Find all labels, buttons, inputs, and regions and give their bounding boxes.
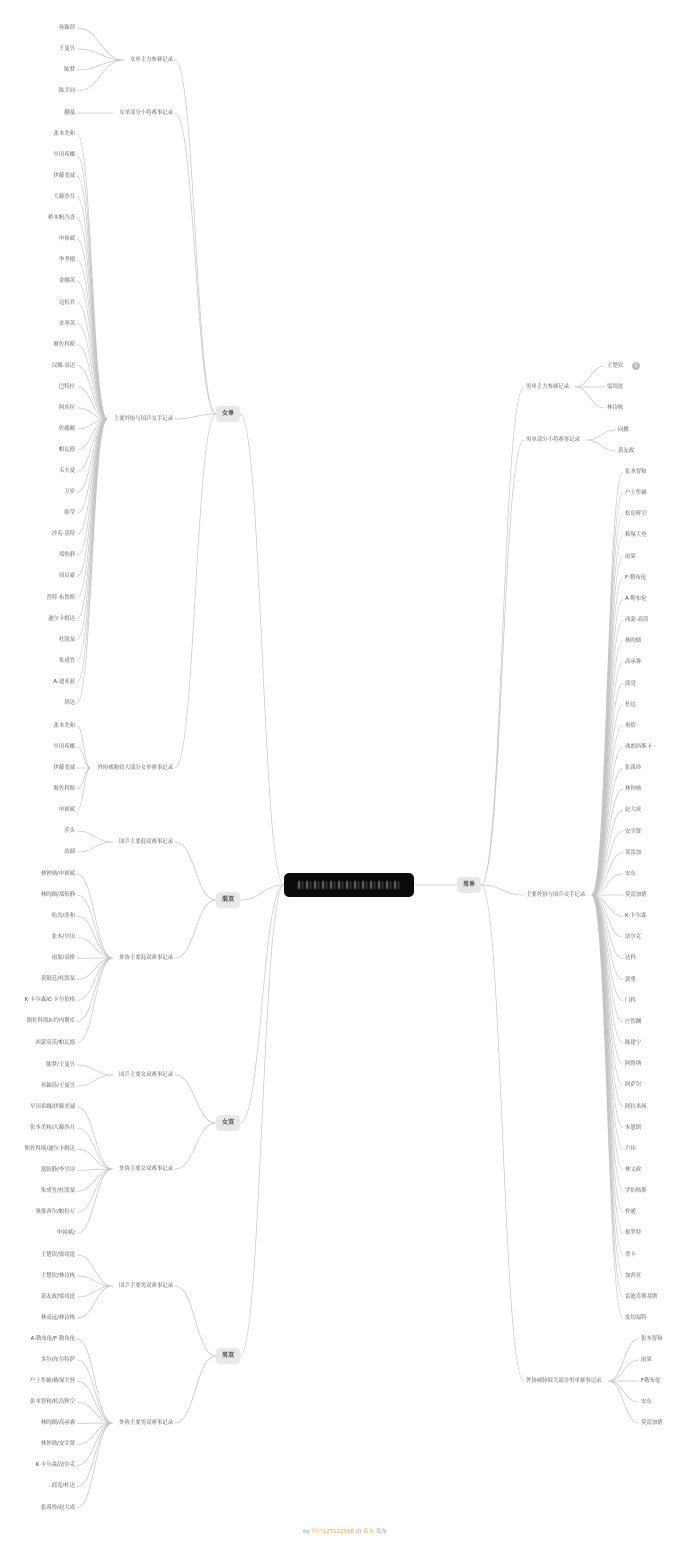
connector-line — [592, 493, 623, 895]
leaf-node[interactable]: 申裕斌 — [58, 807, 75, 813]
connector-line — [77, 49, 124, 60]
connector-line — [592, 599, 623, 895]
connector-line — [175, 900, 216, 958]
leaf-node[interactable]: 动圆 — [64, 849, 75, 855]
leaf-node[interactable]: 王楚钦/梁靖崑 — [40, 1252, 75, 1258]
connector-line — [77, 28, 124, 60]
connector-line — [592, 895, 623, 1276]
leaf-node[interactable]: 早田希娜/伊藤美诚 — [30, 1104, 75, 1110]
connector-line — [77, 197, 107, 419]
leaf-node[interactable]: 巴特拉 — [58, 383, 75, 390]
connector-line — [175, 1286, 216, 1356]
leaf-node[interactable]: 林钟勋/安宰贤 — [40, 1441, 75, 1448]
group-node[interactable]: 外协主要女双赛事记录 — [119, 1166, 173, 1172]
root-node[interactable] — [284, 873, 414, 897]
leaf-node[interactable]: F·勒布伦 — [625, 574, 646, 581]
connector-line — [77, 1149, 113, 1169]
connector-line — [586, 430, 616, 440]
leaf-node[interactable]: 皮切福特 — [625, 1315, 647, 1321]
leaf-node[interactable]: 张禹珍/赵大成 — [40, 1504, 75, 1511]
connector-line — [77, 874, 113, 958]
connector-line — [77, 419, 107, 703]
branch-node[interactable]: 混双 — [216, 892, 240, 908]
connector-line — [77, 1423, 113, 1486]
leaf-node[interactable]: 雨果 — [625, 553, 636, 560]
group-node[interactable]: 国乒主要女双赛事记录 — [119, 1072, 173, 1078]
connector-line — [77, 1286, 113, 1318]
connector-line — [77, 60, 124, 70]
connector-line — [481, 440, 524, 885]
branch-node[interactable]: 女单 — [216, 406, 240, 422]
leaf-node[interactable]: 迪尔卡姆达 — [48, 615, 75, 622]
group-node[interactable]: 国乒主要混双赛事记录 — [119, 839, 173, 845]
root-label-redacted — [298, 881, 400, 889]
leaf-node[interactable]: 孙颖莎/王曼昱 — [40, 1083, 75, 1089]
connector-line — [240, 414, 284, 885]
connector-line — [608, 1381, 639, 1423]
leaf-node[interactable]: 张本智和 — [641, 1336, 663, 1342]
leaf-node[interactable]: 陈梦/王曼昱 — [46, 1062, 75, 1068]
connector-line — [77, 1065, 113, 1075]
footer-prefix: by — [303, 1529, 310, 1535]
leaf-node[interactable]: 斯佐科斯/I·约内斯库 — [26, 1018, 75, 1025]
group-node[interactable]: 外协威胁较大部分男单赛事记录 — [526, 1378, 602, 1384]
connector-line — [77, 1169, 113, 1191]
leaf-node[interactable]: 佐藤瞳 — [58, 425, 75, 432]
leaf-node[interactable]: 大藤沙月 — [53, 194, 75, 201]
leaf-node[interactable]: 安东 — [641, 1399, 652, 1405]
leaf-node[interactable]: 陈建宁 — [625, 1040, 642, 1047]
leaf-node[interactable]: 韩莹 — [64, 510, 75, 517]
footer-brand-link[interactable]: 幕布 — [363, 1529, 375, 1535]
connector-line — [592, 895, 623, 1297]
leaf-node[interactable]: 万岁 — [64, 489, 75, 496]
leaf-node[interactable]: 奥维西尔/帕拉万 — [35, 1209, 75, 1216]
connector-line — [481, 885, 524, 895]
connector-line — [175, 1356, 216, 1423]
leaf-node[interactable]: F勒布伦 — [641, 1378, 661, 1384]
leaf-node[interactable]: 达科 — [625, 955, 636, 962]
connector-line — [77, 768, 91, 789]
leaf-node[interactable]: 张本/早田 — [51, 934, 75, 941]
connector-line — [77, 831, 113, 842]
leaf-node[interactable]: 帕瓦德 — [58, 447, 75, 454]
connector-line — [608, 1381, 639, 1402]
note-badge-icon[interactable]: 1 — [632, 362, 640, 370]
leaf-node[interactable]: 张本美和 — [53, 131, 75, 137]
leaf-node[interactable]: 阿库拉 — [58, 404, 75, 411]
leaf-node[interactable]: 李孝橿 — [58, 257, 75, 264]
leaf-node[interactable]: 金琴英 — [58, 320, 75, 327]
connector-line — [575, 387, 605, 408]
leaf-node[interactable]: 莎头 — [64, 828, 75, 834]
connector-line — [77, 1423, 113, 1508]
leaf-node[interactable]: 阿鲁纳 — [625, 1061, 642, 1068]
leaf-node[interactable]: 伊藤美诚 — [53, 173, 75, 180]
connector-line — [592, 514, 623, 895]
leaf-node[interactable]: 朱成竹 — [58, 657, 75, 664]
leaf-node[interactable]: 斯佐科斯/迪尔卡姆达 — [24, 1146, 75, 1153]
connector-line — [592, 895, 623, 1212]
leaf-node[interactable]: 周启豪 — [58, 573, 75, 580]
connector-line — [240, 885, 284, 1356]
connector-line — [175, 842, 216, 900]
connector-line — [77, 1286, 113, 1297]
leaf-node[interactable]: 莫雷加 — [625, 849, 642, 856]
leaf-node[interactable]: 林昀儒/高承睿 — [40, 1420, 75, 1427]
leaf-node[interactable]: 张本美和/大藤沙月 — [30, 1125, 75, 1132]
leaf-node[interactable]: 汉娜·高达 — [51, 362, 75, 369]
group-node[interactable]: 男单部分小将赛事记录 — [526, 437, 580, 443]
connector-line — [77, 842, 113, 852]
leaf-node[interactable]: 杜凯琹 — [58, 636, 75, 643]
leaf-node[interactable]: 伊藤美诚 — [53, 765, 75, 771]
leaf-node[interactable]: 门科 — [625, 997, 636, 1004]
connector-line — [175, 113, 216, 414]
connector-line — [77, 1169, 113, 1233]
leaf-node[interactable]: A·勒布伦/F·勒布伦 — [30, 1336, 75, 1342]
leaf-node[interactable]: 王曼昱 — [58, 46, 75, 52]
leaf-node[interactable]: 梁靖崑 — [607, 384, 624, 390]
leaf-node[interactable]: 黄友政 — [618, 448, 635, 454]
leaf-node[interactable]: 朱成竹/杜凯琹 — [40, 1188, 75, 1195]
leaf-node[interactable]: A·勒布伦 — [625, 595, 647, 602]
leaf-node[interactable]: 户上隼辅 — [625, 490, 647, 497]
footer-user-link[interactable]: 用户127122566 — [311, 1529, 355, 1535]
leaf-node[interactable]: 杜达 — [625, 701, 636, 708]
connector-line — [77, 1075, 113, 1086]
leaf-node[interactable]: 林昀儒/郑怡静 — [40, 892, 75, 899]
leaf-node[interactable]: 高承睿 — [625, 659, 642, 666]
leaf-node[interactable]: 陈幸同 — [58, 88, 75, 94]
leaf-node[interactable]: 申裕斌 — [58, 236, 75, 243]
connector-line — [77, 1360, 113, 1423]
connector-line — [481, 885, 524, 1381]
leaf-node[interactable]: 黄友政/梁靖崑 — [40, 1294, 75, 1300]
leaf-node[interactable]: 雨果/高桥 — [51, 955, 75, 962]
connector-line — [592, 895, 623, 1191]
connector-line — [77, 768, 91, 810]
leaf-node[interactable]: K·卡尔森 — [625, 913, 647, 920]
footer-suffix: 发布 — [375, 1529, 387, 1535]
branch-node[interactable]: 男单 — [457, 877, 481, 893]
leaf-node[interactable]: 斯佐科斯 — [53, 341, 75, 348]
connector-line — [77, 1128, 113, 1169]
leaf-node[interactable]: 向鹏 — [618, 427, 629, 433]
leaf-node[interactable]: 迈松君 — [58, 299, 75, 306]
connector-line — [175, 414, 216, 419]
connector-line — [575, 366, 605, 387]
connector-line — [77, 916, 113, 958]
leaf-node[interactable]: 林诗栋 — [607, 405, 624, 411]
leaf-node[interactable]: 韦夫曼 — [58, 468, 75, 475]
leaf-node[interactable]: 雷迪乔斯基斯 — [625, 1293, 658, 1300]
leaf-node[interactable]: A·迪亚兹 — [53, 678, 75, 685]
leaf-node[interactable]: 塔达 — [64, 699, 75, 706]
connector-line — [77, 958, 113, 1043]
connector-line — [77, 134, 107, 419]
connector-line — [175, 1075, 216, 1123]
connector-line — [608, 1339, 639, 1381]
connector-line — [608, 1360, 639, 1381]
leaf-node[interactable]: 多尔/布尔特萨 — [40, 1357, 75, 1364]
leaf-node[interactable]: 松岛/张和 — [51, 913, 75, 920]
leaf-node[interactable]: 罗伯格斯 — [625, 1188, 647, 1195]
leaf-node[interactable]: 林文政 — [625, 1166, 642, 1173]
leaf-node[interactable]: 黄镇廷/杜凯琹 — [40, 976, 75, 983]
leaf-node[interactable]: 赵大成 — [625, 807, 642, 814]
branch-node[interactable]: 女双 — [216, 1115, 240, 1131]
leaf-node[interactable]: 张本智和/松岛辉空 — [30, 1399, 75, 1406]
leaf-node[interactable]: 莫雷加德 — [625, 892, 647, 898]
leaf-node[interactable]: 桥本帆乃香 — [48, 215, 75, 222]
group-node[interactable]: 外协主要混双赛事记录 — [119, 955, 173, 961]
group-node[interactable]: 男单主力参赛记录 — [526, 384, 570, 390]
leaf-node[interactable]: 林钟勋 — [625, 786, 642, 793]
leaf-node[interactable]: 雨果 — [641, 1357, 652, 1363]
connector-line — [592, 578, 623, 895]
connector-line — [77, 1339, 113, 1423]
connector-line — [77, 1423, 113, 1465]
connector-line — [240, 885, 284, 900]
leaf-node[interactable]: 本恩斯 — [625, 1124, 642, 1131]
connector-line — [240, 885, 284, 1123]
leaf-node[interactable]: 金娜英 — [58, 278, 75, 285]
connector-line — [77, 419, 107, 640]
leaf-node[interactable]: 林昀儒 — [625, 638, 642, 645]
leaf-node[interactable]: 格罗特 — [625, 1230, 642, 1237]
connector-line — [77, 218, 107, 419]
leaf-node[interactable]: 张本美和 — [53, 723, 75, 729]
group-node[interactable]: 女单主力参赛记录 — [129, 57, 173, 63]
connector-line — [175, 1123, 216, 1169]
leaf-node[interactable]: 奥恰 — [625, 722, 636, 729]
leaf-node[interactable]: 弗朗西斯卡 — [625, 743, 652, 750]
leaf-node[interactable]: 林高远/林诗栋 — [40, 1315, 75, 1321]
leaf-node[interactable]: 孙颖莎 — [58, 25, 75, 31]
connector-line — [175, 414, 216, 768]
leaf-node[interactable]: 西蒙高茨/帕瓦德 — [35, 1039, 75, 1046]
leaf-node[interactable]: 普卡 — [625, 1251, 636, 1258]
leaf-node[interactable]: 郭勇 — [625, 976, 636, 983]
connector-line — [77, 958, 113, 1000]
group-node[interactable]: 女单部分小将赛事记录 — [119, 110, 173, 116]
leaf-node[interactable]: 早田希娜 — [53, 744, 75, 750]
branch-node[interactable]: 男双 — [216, 1348, 240, 1364]
group-node[interactable]: 主要外协与国乒交手记录 — [526, 892, 586, 898]
connector-line — [77, 958, 113, 1021]
leaf-node[interactable]: 朴通 — [625, 1209, 636, 1216]
leaf-node[interactable]: 陈梦 — [64, 67, 75, 73]
leaf-node[interactable]: 阿拉米扬 — [625, 1103, 647, 1110]
connector-line — [175, 60, 216, 414]
leaf-node[interactable]: 莫雷加德 — [641, 1420, 663, 1426]
leaf-node[interactable]: 蒯曼 — [64, 110, 75, 116]
leaf-node[interactable]: K·卡尔森/C·卡尔伯格 — [24, 997, 75, 1004]
leaf-node[interactable]: 庄智渊 — [625, 1018, 642, 1025]
group-node[interactable]: 主要外协与国乒交手记录 — [113, 416, 173, 422]
leaf-node[interactable]: 张禹珍 — [625, 765, 642, 772]
leaf-node[interactable]: 阿萨尔 — [625, 1082, 642, 1089]
connector-line — [77, 747, 91, 768]
group-node[interactable]: 国乒主要男双赛事记录 — [119, 1283, 173, 1289]
group-node[interactable]: 外协威胁较大部分女单赛事记录 — [97, 765, 173, 771]
leaf-node[interactable]: 林钟勋/申裕斌 — [40, 871, 75, 877]
connector-line — [77, 1276, 113, 1286]
leaf-node[interactable]: 张本智和 — [625, 469, 647, 475]
leaf-node[interactable]: 邱党 — [625, 680, 636, 687]
leaf-node[interactable]: 卢伟 — [625, 1145, 636, 1152]
leaf-node[interactable]: 早田希娜 — [53, 152, 75, 159]
leaf-node[interactable]: 松岛辉空 — [625, 511, 647, 518]
leaf-node[interactable]: 户上隼辅/筱塚大登 — [30, 1378, 75, 1385]
connector-line — [481, 387, 524, 885]
leaf-node[interactable]: 申裕斌/ — [57, 1230, 75, 1237]
connector-line — [77, 1107, 113, 1169]
leaf-node[interactable]: 法尔克 — [625, 934, 642, 941]
connector-line — [586, 440, 616, 451]
leaf-node[interactable]: 王楚钦/林诗栋 — [40, 1273, 75, 1279]
connector-line — [77, 895, 113, 958]
leaf-node[interactable]: 邱党/杜达 — [51, 1483, 75, 1490]
connector-line — [77, 726, 91, 768]
leaf-node[interactable]: 斯佐科斯 — [53, 786, 75, 792]
leaf-node[interactable]: 加西亚 — [625, 1272, 642, 1279]
leaf-node[interactable]: 安东 — [625, 870, 636, 877]
leaf-node[interactable]: 安宰贤 — [625, 828, 642, 835]
leaf-node[interactable]: 西蒙·高茨 — [625, 617, 649, 624]
group-node[interactable]: 外协主要男双赛事记录 — [119, 1420, 173, 1426]
leaf-node[interactable]: 郑怡静 — [58, 552, 75, 559]
footer-middle: 由 — [355, 1529, 362, 1535]
leaf-node[interactable]: 沙克·基特 — [51, 531, 75, 538]
leaf-node[interactable]: 筱塚大登 — [625, 532, 647, 539]
connector-line — [77, 1381, 113, 1423]
leaf-node[interactable]: 郑怡静/李昱谆 — [40, 1167, 75, 1174]
leaf-node[interactable]: K·卡尔森/法尔克 — [35, 1462, 75, 1469]
leaf-node[interactable]: 普特·布鲁斯 — [46, 594, 75, 601]
footer — [0, 1527, 690, 1535]
leaf-node[interactable]: 王楚钦 — [607, 363, 624, 369]
